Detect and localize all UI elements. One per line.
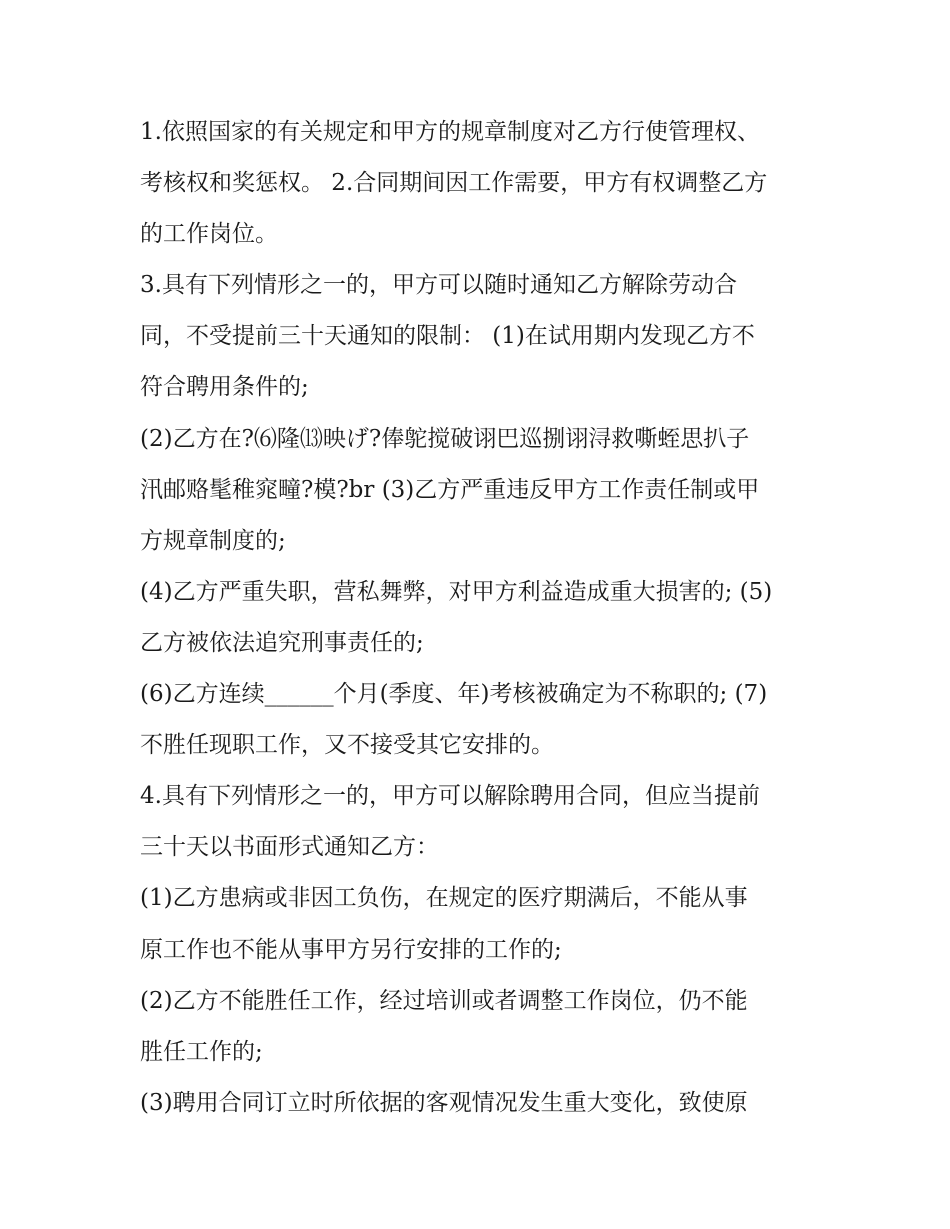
- contract-text: [140, 107, 820, 1129]
- text-line: 原工作也不能从事甲方另行安排的工作的;: [140, 936, 562, 963]
- text-line: 方规章制度的;: [140, 527, 286, 554]
- text-line: (2)乙方在?⑹隆⒀映げ?俸鸵搅破诩巴巡捌诩浔救嘶蛭思扒子: [140, 425, 750, 452]
- text-line: (4)乙方严重失职，营私舞弊，对甲方利益造成重大损害的; (5): [140, 578, 773, 605]
- text-line: (6)乙方连续______个月(季度、年)考核被确定为不称职的; (7): [140, 681, 768, 708]
- text-line: 1.依照国家的有关规定和甲方的规章制度对乙方行使管理权、: [140, 119, 760, 145]
- text-line: 的工作岗位。: [140, 221, 278, 248]
- text-line: (1)乙方患病或非因工负伤，在规定的医疗期满后，不能从事: [140, 885, 748, 912]
- text-line: (3)聘用合同订立时所依据的客观情况发生重大变化，致使原: [140, 1089, 748, 1116]
- text-line: 三十天以书面形式通知乙方：: [140, 834, 439, 861]
- text-line: 同，不受提前三十天通知的限制： (1)在试用期内发现乙方不: [140, 323, 755, 350]
- text-line: (2)乙方不能胜任工作，经过培训或者调整工作岗位，仍不能: [140, 987, 748, 1014]
- text-line: 3.具有下列情形之一的，甲方可以随时通知乙方解除劳动合: [140, 272, 737, 299]
- text-line: 胜任工作的;: [140, 1038, 263, 1065]
- text-line: 不胜任现职工作，又不接受其它安排的。: [140, 732, 554, 759]
- text-line: 乙方被依法追究刑事责任的;: [140, 629, 424, 656]
- text-line: 4.具有下列情形之一的，甲方可以解除聘用合同，但应当提前: [140, 783, 760, 810]
- text-line: 考核权和奖惩权。 2.合同期间因工作需要，甲方有权调整乙方: [140, 170, 768, 197]
- text-line: 符合聘用条件的;: [140, 374, 309, 401]
- text-line: 汛邮赂髦稚窕疃?模?br (3)乙方严重违反甲方工作责任制或甲: [140, 476, 760, 503]
